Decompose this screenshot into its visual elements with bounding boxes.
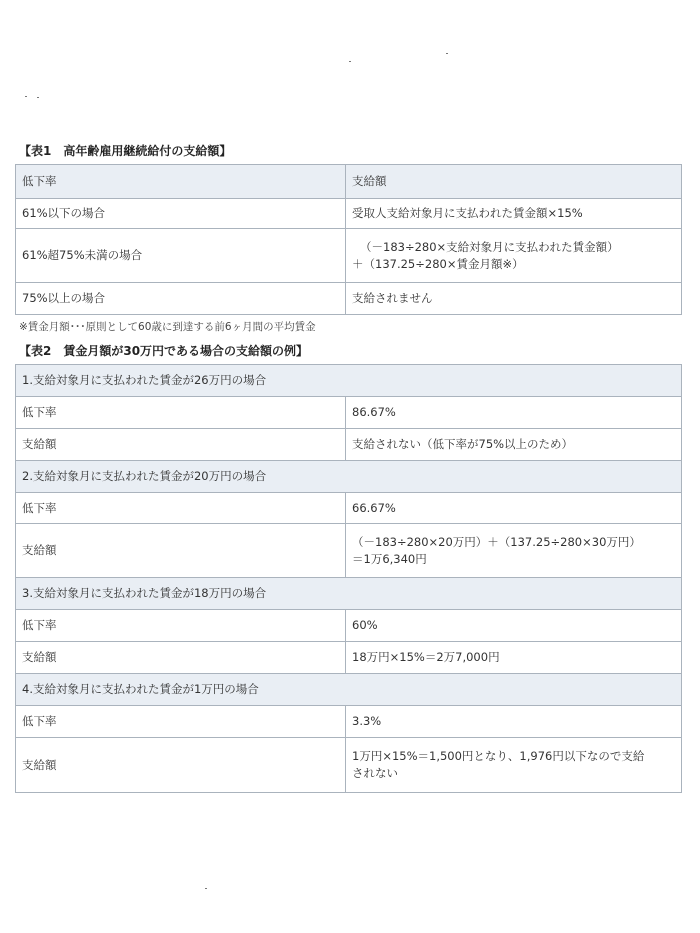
table-row xyxy=(16,229,682,283)
amount-value: 支給されない（低下率が75%以上のため） xyxy=(346,429,682,461)
amount-value: 18万円×15%＝2万7,000円 xyxy=(346,642,682,674)
table1-header-rate: 低下率 xyxy=(16,165,346,199)
section-heading-row xyxy=(16,365,682,397)
scan-speck xyxy=(25,96,27,97)
table-row xyxy=(16,738,682,793)
document-body xyxy=(15,143,682,793)
table-row xyxy=(16,493,682,524)
table1-header-row xyxy=(16,165,682,199)
scan-speck xyxy=(349,61,351,62)
scan-speck xyxy=(37,97,39,98)
amount-line: （－183÷280×20万円）＋（137.25÷280×30万円） xyxy=(352,534,641,549)
table-row xyxy=(16,524,682,578)
amount-line: ＋（137.25÷280×賃金月額※） xyxy=(352,256,524,271)
rate-cell: 61%超75%未満の場合 xyxy=(16,229,346,283)
rate-label: 低下率 xyxy=(16,493,346,524)
amount-value xyxy=(346,738,682,793)
rate-value: 66.67% xyxy=(346,493,682,524)
section-heading: 1.支給対象月に支払われた賃金が26万円の場合 xyxy=(16,365,682,397)
section-heading: 3.支給対象月に支払われた賃金が18万円の場合 xyxy=(16,578,682,610)
amount-label: 支給額 xyxy=(16,429,346,461)
table1-title: 【表1 高年齢雇用継続給付の支給額】 xyxy=(19,144,232,158)
table1 xyxy=(15,164,682,315)
table2-title: 【表2 賃金月額が30万円である場合の支給額の例】 xyxy=(19,344,309,358)
scan-speck xyxy=(446,53,448,54)
rate-value: 3.3% xyxy=(346,706,682,738)
amount-line: 1万円×15%＝1,500円となり、1,976円以下なので支給 xyxy=(352,749,645,763)
table-row xyxy=(16,429,682,461)
rate-cell: 75%以上の場合 xyxy=(16,283,346,315)
section-heading-row xyxy=(16,674,682,706)
rate-label: 低下率 xyxy=(16,397,346,429)
section-heading-row xyxy=(16,578,682,610)
table-row xyxy=(16,397,682,429)
scan-speck xyxy=(205,888,207,889)
amount-line: ＝1万6,340円 xyxy=(352,551,427,566)
table-row xyxy=(16,706,682,738)
table1-header-amount: 支給額 xyxy=(346,165,682,199)
table-row xyxy=(16,642,682,674)
section-heading-row xyxy=(16,461,682,493)
amount-label: 支給額 xyxy=(16,738,346,793)
rate-cell: 61%以下の場合 xyxy=(16,199,346,229)
table1-footnote: ※賃金月額･･･原則として60歳に到達する前6ヶ月間の平均賃金 xyxy=(19,321,316,333)
amount-line: （－183÷280×支給対象月に支払われた賃金額） xyxy=(360,239,619,254)
section-heading: 4.支給対象月に支払われた賃金が1万円の場合 xyxy=(16,674,682,706)
table2 xyxy=(15,364,682,793)
rate-value: 86.67% xyxy=(346,397,682,429)
table-row xyxy=(16,610,682,642)
amount-cell: 受取人支給対象月に支払われた賃金額×15% xyxy=(346,199,682,229)
rate-value: 60% xyxy=(346,610,682,642)
amount-value xyxy=(346,524,682,578)
amount-line: されない xyxy=(352,766,398,780)
amount-cell xyxy=(346,229,682,283)
rate-label: 低下率 xyxy=(16,610,346,642)
amount-label: 支給額 xyxy=(16,524,346,578)
section-heading: 2.支給対象月に支払われた賃金が20万円の場合 xyxy=(16,461,682,493)
table-row xyxy=(16,283,682,315)
amount-label: 支給額 xyxy=(16,642,346,674)
amount-cell: 支給されません xyxy=(346,283,682,315)
rate-label: 低下率 xyxy=(16,706,346,738)
table-row xyxy=(16,199,682,229)
